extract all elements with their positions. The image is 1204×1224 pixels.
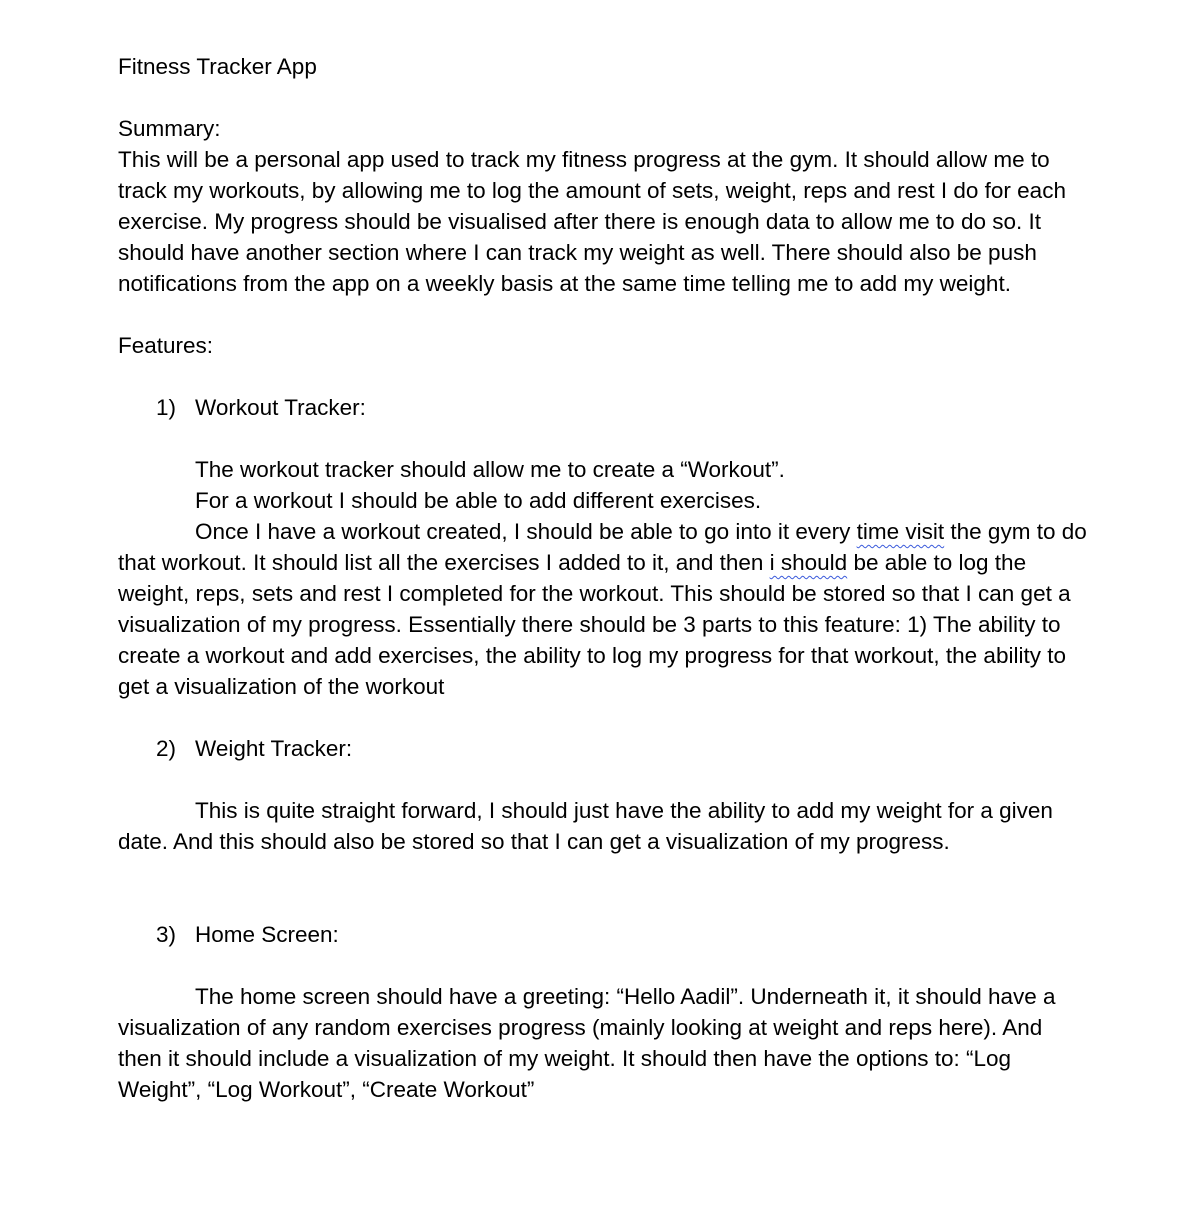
text-run: Once I have a workout created, I should be able to go into it every <box>195 519 857 544</box>
workout-tracker-line-2: For a workout I should be able to add different exercises. <box>195 488 762 513</box>
feature-item-weight-tracker <box>118 733 1088 764</box>
feature-name: Weight Tracker: <box>195 736 353 761</box>
document-body <box>118 51 1088 1105</box>
document-title: Fitness Tracker App <box>118 54 317 79</box>
text-run: be able to log the weight, reps, sets and rest I completed for the workout. This should be stored so that I can get a visualization of my progress. Essentially there should be 3 parts to this feature: 1) The ability to create a workout and add exercises, the ability to log my progress for that workout, the ability to get a visualization of the workout <box>118 550 1071 699</box>
weight-tracker-description: This is quite straight forward, I should just have the ability to add my weight for a given date. And this should also be stored so that I can get a visualization of my progress. <box>118 798 1053 854</box>
spacer <box>118 82 1088 113</box>
spacer <box>118 857 1088 919</box>
spacer <box>118 764 1088 795</box>
list-number: 2) <box>156 736 177 761</box>
summary-text: This will be a personal app used to track my fitness progress at the gym. It should allow me to track my workouts, by allowing me to log the amount of sets, weight, reps and rest I do for each exercise. My progress should be visualised after there is enough data to allow me to do so. It should have another section where I can track my weight as well. There should also be push notifications from the app on a weekly basis at the same time telling me to add my weight. <box>118 147 1066 296</box>
spacer <box>118 299 1088 330</box>
spellcheck-flagged-text[interactable]: i should <box>769 550 848 575</box>
home-screen-description: The home screen should have a greeting: “Hello Aadil”. Underneath it, it should have a visualization of any random exercises progress (mainly looking at weight and reps here). And then it should include a visualization of my weight. It should then have the options to: “Log Weight”, “Log Workout”, “Create Workout” <box>118 984 1056 1102</box>
workout-tracker-description <box>118 516 1088 702</box>
summary-heading: Summary: <box>118 116 221 141</box>
feature-name: Workout Tracker: <box>195 395 366 420</box>
list-number: 3) <box>156 922 177 947</box>
feature-item-workout-tracker <box>118 392 1088 423</box>
features-heading: Features: <box>118 333 214 358</box>
spacer <box>118 361 1088 392</box>
workout-tracker-line-1: The workout tracker should allow me to create a “Workout”. <box>195 457 785 482</box>
spacer <box>118 702 1088 733</box>
list-number: 1) <box>156 395 177 420</box>
feature-item-home-screen <box>118 919 1088 950</box>
spacer <box>118 950 1088 981</box>
feature-name: Home Screen: <box>195 922 339 947</box>
spacer <box>118 423 1088 454</box>
text-run: the gym to do that workout. It should list all the exercises I added to it, and then <box>118 519 1087 575</box>
spellcheck-flagged-text[interactable]: time visit <box>856 519 945 544</box>
